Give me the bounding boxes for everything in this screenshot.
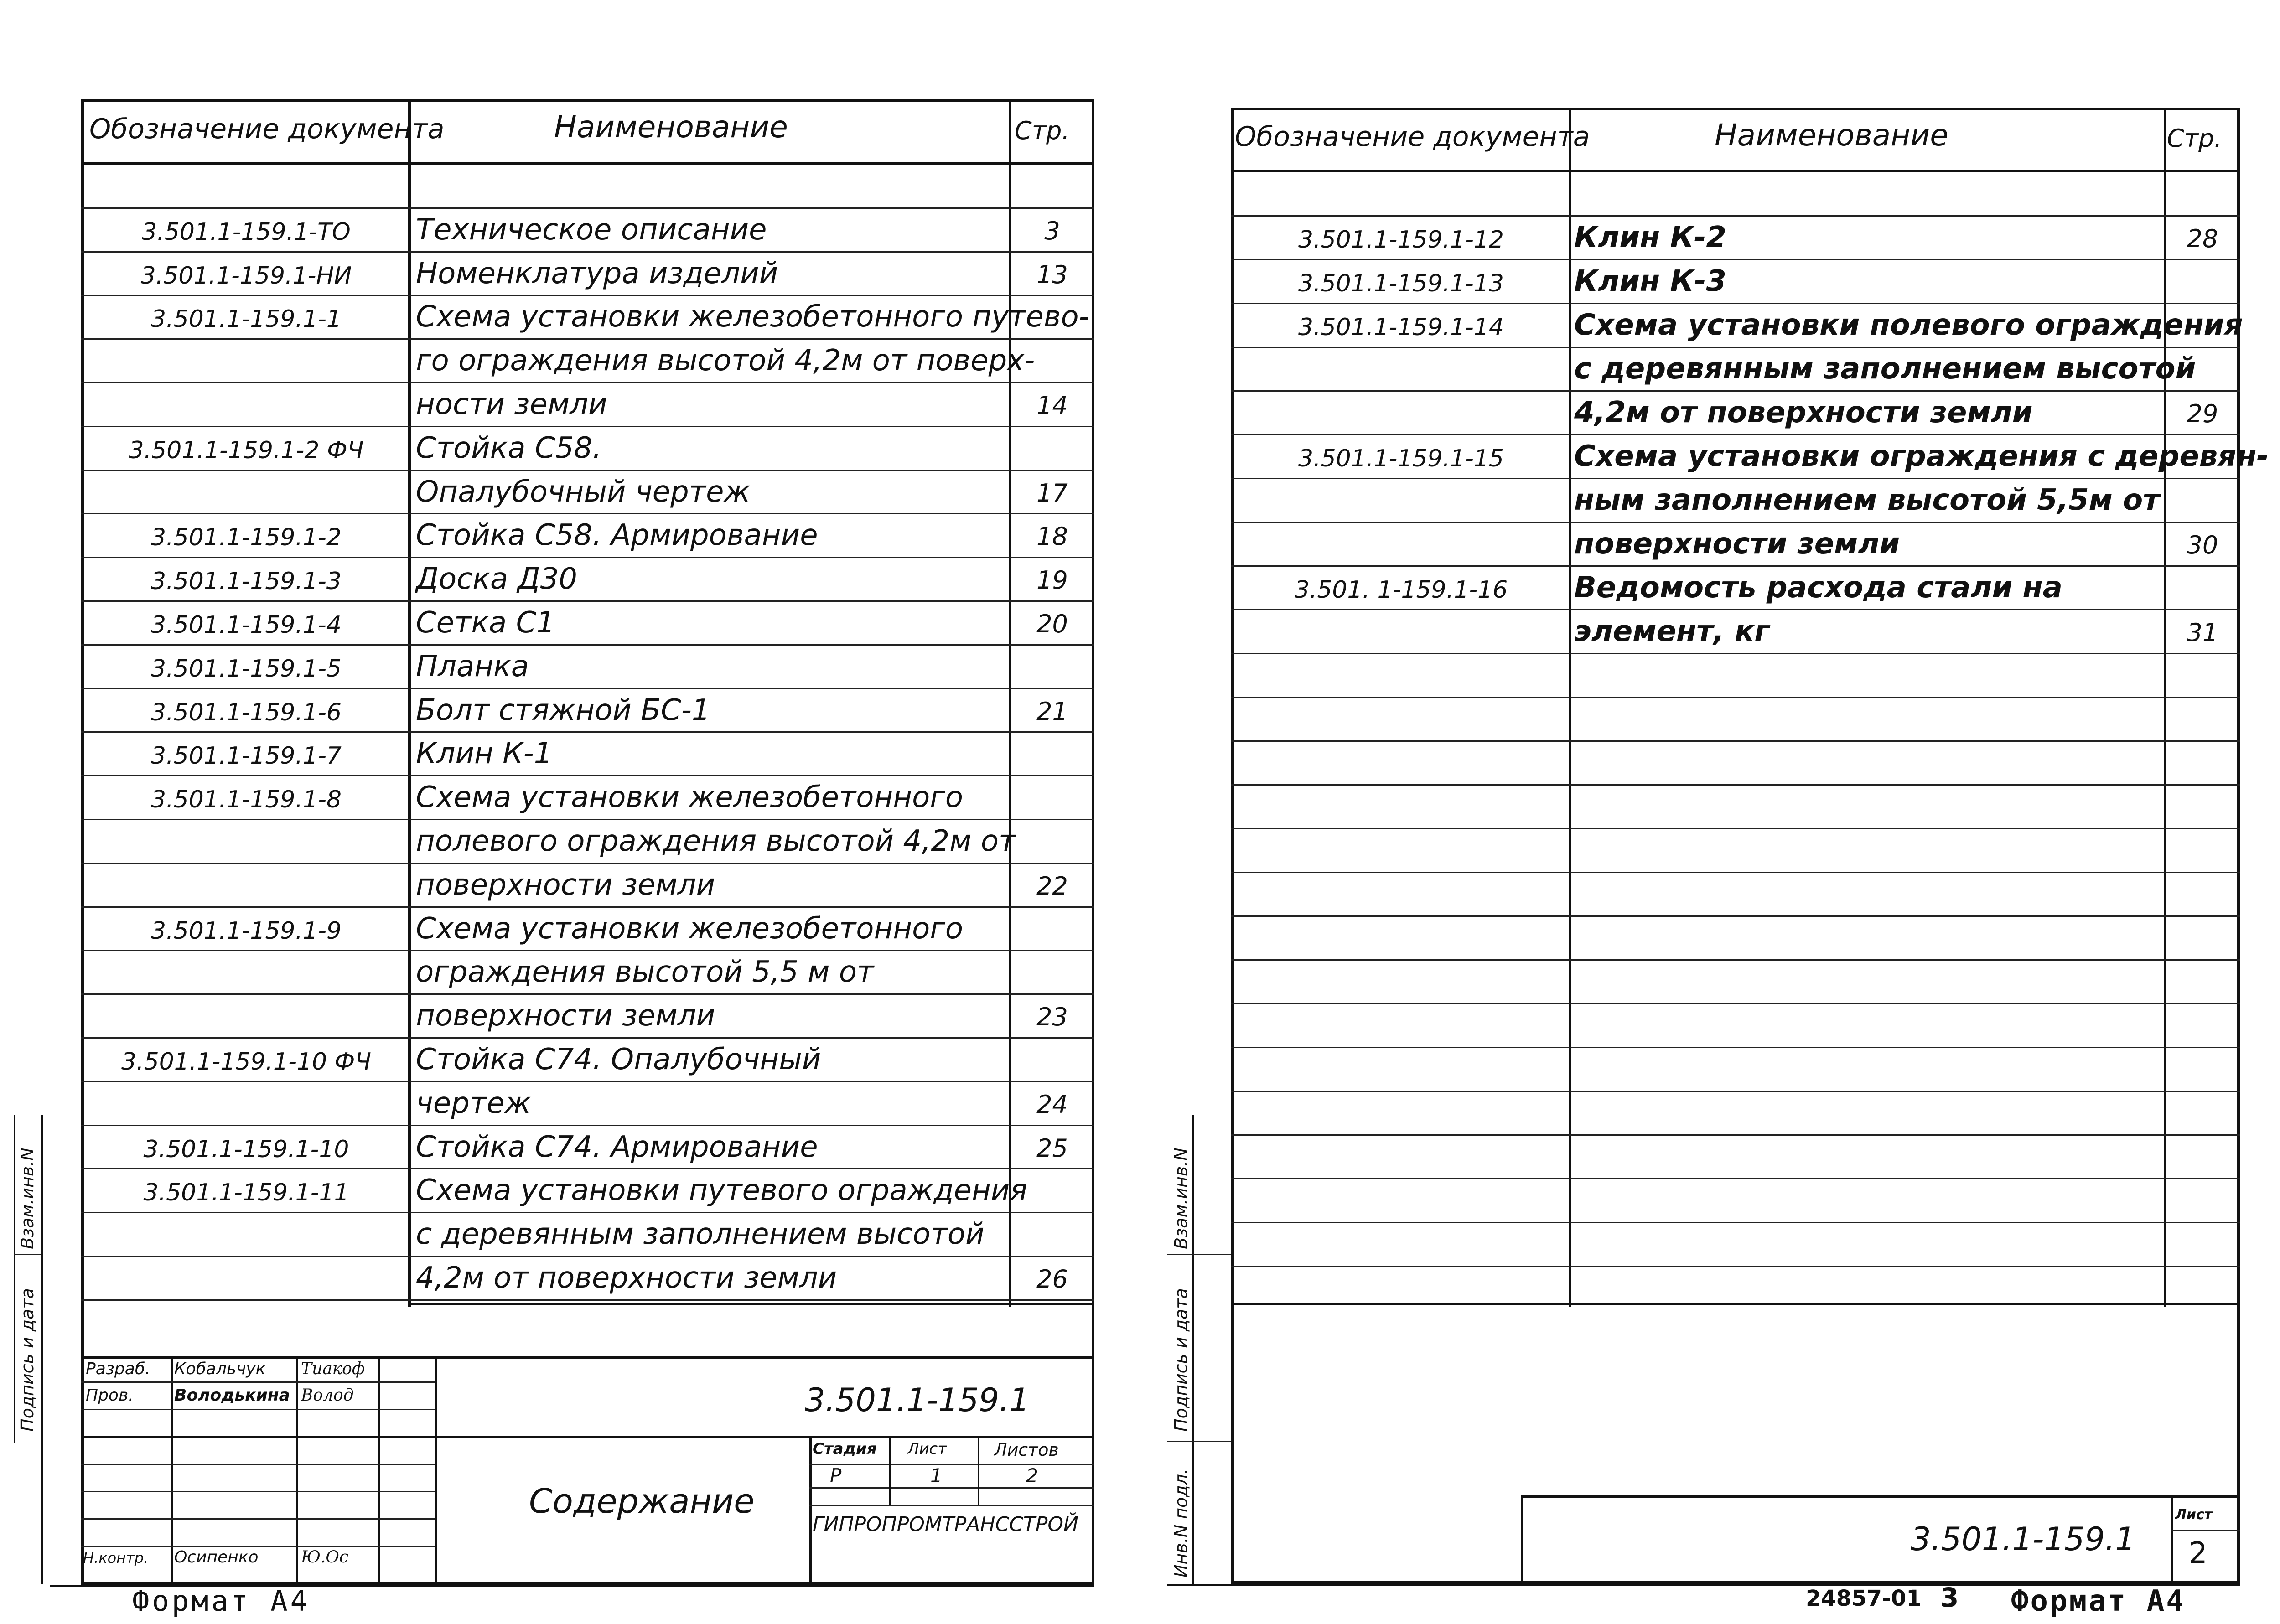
- left-tb-razrab-label: Разраб.: [86, 1360, 150, 1378]
- left-tb-nkontr-name: Осипенко: [174, 1548, 259, 1567]
- row-name: поверхности земли: [416, 999, 715, 1033]
- left-tb-stage-h3: [809, 1505, 1094, 1506]
- table-row-line: [1231, 434, 2240, 435]
- row-name: ности земли: [416, 388, 607, 421]
- left-tb-prov-label: Пров.: [86, 1386, 134, 1405]
- left-tb-sheet-label: Лист: [907, 1440, 947, 1458]
- row-page: 30: [2187, 531, 2218, 559]
- table-row-line: [1231, 1047, 2240, 1048]
- row-code: 3.501.1-159.1-4: [151, 611, 342, 639]
- left-tb-v3: [378, 1356, 380, 1585]
- right-side-label-2: Подпись и дата: [1171, 1288, 1191, 1432]
- row-name: Болт стяжной БС-1: [416, 693, 710, 727]
- right-tb-left: [1521, 1495, 1523, 1584]
- table-row-line: [81, 426, 1094, 427]
- right-footer-number: 24857-01: [1806, 1586, 1922, 1611]
- row-code: 3.501.1-159.1-14: [1298, 314, 1504, 341]
- table-row-line: [1231, 303, 2240, 304]
- table-row-line: [1231, 959, 2240, 961]
- row-code: 3.501.1-159.1-2: [151, 524, 342, 552]
- table-row-line: [81, 295, 1094, 296]
- table-row-line: [81, 600, 1094, 602]
- table-row-line: [1231, 390, 2240, 392]
- row-code: 3.501.1-159.1-НИ: [140, 262, 352, 290]
- right-col-divider-1: [1569, 108, 1571, 1307]
- left-tb-sheet-value: 1: [930, 1464, 943, 1487]
- left-tb-doc-code: 3.501.1-159.1: [805, 1381, 1030, 1419]
- table-row-line: [81, 819, 1094, 820]
- table-row-line: [81, 950, 1094, 951]
- left-tb-sig1: Тиакоф: [301, 1360, 365, 1378]
- left-tb-stage-label: Стадия: [813, 1440, 877, 1458]
- table-row-line: [1231, 784, 2240, 786]
- table-row-line: [1231, 565, 2240, 567]
- table-row-line: [81, 251, 1094, 253]
- right-footer-page: 3: [1940, 1582, 1959, 1613]
- table-row-line: [81, 1168, 1094, 1169]
- row-name: ограждения высотой 5,5 м от: [416, 955, 874, 989]
- row-name: чертеж: [416, 1086, 531, 1120]
- right-col-divider-2: [2164, 108, 2166, 1307]
- row-name: Техническое описание: [416, 212, 767, 247]
- right-header-designation: Обозначение документа: [1235, 121, 1590, 153]
- table-row-line: [1231, 1091, 2240, 1092]
- left-header-name: Наименование: [554, 109, 788, 145]
- left-side-strip-v: [41, 1115, 43, 1584]
- table-row-line: [81, 731, 1094, 733]
- table-row-line: [81, 513, 1094, 514]
- left-tb-stage-h1: [809, 1464, 1094, 1465]
- left-tb-h2: [81, 1409, 435, 1410]
- table-row-line: [1231, 653, 2240, 654]
- row-code: 3.501.1-159.1-6: [151, 698, 342, 726]
- row-name: Схема установки железобетонного путево-: [416, 300, 1089, 334]
- row-name: Схема установки железобетонного: [416, 911, 964, 946]
- left-side-strip-h: [14, 1254, 41, 1255]
- row-name: элемент, кг: [1574, 615, 1770, 648]
- row-name: Сетка С1: [416, 606, 555, 640]
- row-code: 3.501.1-159.1-ТО: [142, 218, 351, 246]
- left-tb-org: ГИПРОПРОМТРАНССТРОЙ: [813, 1513, 1078, 1536]
- table-row-line: [1231, 1134, 2240, 1136]
- left-tb-stage-v1: [889, 1436, 891, 1505]
- left-tb-sig3: Ю.Ос: [301, 1548, 349, 1567]
- row-code: 3.501.1-159.1-12: [1298, 226, 1504, 253]
- table-row-line: [81, 470, 1094, 471]
- right-side-h2: [1167, 1441, 1231, 1442]
- row-name: Схема установки путевого ограждения: [416, 1174, 1027, 1208]
- table-row-line: [1231, 522, 2240, 523]
- table-row-line: [81, 1212, 1094, 1213]
- row-name: Номенклатура изделий: [416, 256, 778, 290]
- left-tb-title: Содержание: [529, 1482, 755, 1521]
- row-name: Стойка С58. Армирование: [416, 518, 818, 553]
- left-format-label: Формат А4: [132, 1584, 310, 1618]
- row-name: го ограждения высотой 4,2м от поверх-: [416, 344, 1035, 378]
- left-side-strip-v2: [14, 1115, 15, 1443]
- row-code: 3.501. 1-159.1-16: [1294, 576, 1508, 604]
- row-name: Опалубочный чертеж: [416, 475, 751, 509]
- table-row-line: [1231, 1266, 2240, 1267]
- left-header-divider: [81, 162, 1094, 165]
- left-tb-h7: [81, 1546, 435, 1547]
- right-header-divider: [1231, 170, 2240, 172]
- row-name: Стойка С58.: [416, 431, 602, 465]
- right-tb-sheet-value: 2: [2189, 1536, 2207, 1570]
- table-row-line: [1231, 1178, 2240, 1179]
- left-side-label-2: Подпись и дата: [17, 1288, 37, 1432]
- row-code: 3.501.1-159.1-13: [1298, 270, 1504, 297]
- table-row-line: [81, 1256, 1094, 1257]
- left-tb-sig2: Волод: [301, 1386, 354, 1405]
- row-name: Ведомость расхода стали на: [1574, 571, 2062, 605]
- right-format-label: Формат А4: [2011, 1584, 2186, 1618]
- row-page: 26: [1036, 1265, 1068, 1293]
- table-row-line: [81, 688, 1094, 689]
- left-tb-h3: [81, 1436, 1094, 1438]
- right-tb-sheet-h: [2171, 1530, 2240, 1531]
- left-tb-h6: [81, 1518, 435, 1520]
- left-tb-v2: [296, 1356, 298, 1585]
- row-page: 17: [1036, 478, 1068, 507]
- row-page: 24: [1036, 1090, 1068, 1119]
- row-code: 3.501.1-159.1-2 ФЧ: [129, 436, 364, 464]
- left-tb-sheets-value: 2: [1026, 1464, 1038, 1487]
- table-row-line: [1231, 740, 2240, 742]
- right-side-strip-v: [1192, 1115, 1194, 1584]
- row-page: 28: [2187, 224, 2218, 253]
- left-tb-h5: [81, 1491, 435, 1492]
- row-code: 3.501.1-159.1-1: [151, 305, 342, 333]
- row-page: 13: [1036, 260, 1068, 289]
- table-row-line: [81, 775, 1094, 776]
- right-tb-doc-code: 3.501.1-159.1: [1911, 1521, 2135, 1558]
- table-row-line: [1231, 1222, 2240, 1223]
- right-side-h1: [1167, 1254, 1231, 1255]
- row-name: Клин К-3: [1574, 264, 1726, 298]
- table-row-line: [81, 1037, 1094, 1039]
- left-tb-v1: [171, 1356, 173, 1585]
- table-row-line: [1231, 215, 2240, 217]
- left-tb-top: [81, 1356, 1094, 1359]
- row-name: Клин К-1: [416, 737, 553, 771]
- left-header-page: Стр.: [1015, 116, 1070, 145]
- table-row-line: [81, 382, 1094, 383]
- left-tb-nkontr-label: Н.контр.: [83, 1549, 149, 1567]
- row-code: 3.501.1-159.1-11: [143, 1179, 349, 1207]
- row-page: 31: [2187, 618, 2218, 647]
- right-header-page: Стр.: [2167, 124, 2222, 153]
- table-row-line: [1231, 1003, 2240, 1004]
- left-tb-razrab-name: Кобальчук: [174, 1360, 266, 1378]
- right-tb-sheet-left: [2171, 1495, 2173, 1584]
- table-row-line: [81, 993, 1094, 995]
- left-tb-stage-v2: [978, 1436, 979, 1505]
- row-name: Схема установки железобетонного: [416, 781, 964, 815]
- table-row-line: [81, 1299, 1094, 1301]
- row-page: 23: [1036, 1003, 1068, 1032]
- table-row-line: [1231, 259, 2240, 260]
- row-name: Доска Д30: [416, 562, 577, 596]
- row-page: 19: [1036, 566, 1068, 595]
- row-code: 3.501.1-159.1-10: [143, 1135, 349, 1163]
- row-name: Стойка С74. Опалубочный: [416, 1043, 821, 1076]
- table-row-line: [1231, 347, 2240, 348]
- row-code: 3.501.1-159.1-15: [1298, 445, 1504, 472]
- left-header-designation: Обозначение документа: [89, 113, 445, 145]
- left-tb-h1: [81, 1381, 435, 1383]
- row-page: 29: [2187, 399, 2218, 428]
- right-tb-top: [1521, 1495, 2240, 1498]
- table-row-line: [81, 207, 1094, 209]
- right-side-label-3: Инв.N подл.: [1171, 1469, 1191, 1577]
- right-header-name: Наименование: [1715, 118, 1948, 153]
- table-row-line: [1231, 609, 2240, 610]
- left-tb-h4: [81, 1464, 435, 1465]
- row-page: 21: [1036, 697, 1068, 726]
- row-code: 3.501.1-159.1-5: [151, 655, 342, 683]
- left-tb-sheets-label: Листов: [994, 1440, 1059, 1460]
- row-name: Схема установки ограждения с деревян-: [1574, 440, 2269, 473]
- right-table-bottom: [1231, 1303, 2240, 1305]
- table-row-line: [1231, 697, 2240, 698]
- right-side-label-1: Взам.инв.N: [1171, 1148, 1191, 1249]
- table-row-line: [1231, 872, 2240, 873]
- table-row-line: [1231, 478, 2240, 479]
- row-name: 4,2м от поверхности земли: [1574, 396, 2033, 429]
- left-side-label-1: Взам.инв.N: [17, 1148, 37, 1249]
- row-name: Клин К-2: [1574, 221, 1726, 254]
- row-name: с деревянным заполнением высотой: [416, 1217, 985, 1252]
- row-name: поверхности земли: [1574, 527, 1900, 561]
- row-code: 3.501.1-159.1-7: [151, 742, 342, 770]
- left-tb-v4: [435, 1356, 437, 1585]
- row-name: Стойка С74. Армирование: [416, 1130, 818, 1164]
- right-tb-sheet-label: Лист: [2175, 1507, 2213, 1523]
- table-row-line: [81, 1125, 1094, 1126]
- row-name: с деревянным заполнением высотой: [1574, 352, 2196, 386]
- table-row-line: [81, 906, 1094, 908]
- row-name: ным заполнением высотой 5,5м от: [1574, 483, 2160, 517]
- row-code: 3.501.1-159.1-10 ФЧ: [121, 1048, 371, 1076]
- table-row-line: [1231, 828, 2240, 829]
- table-row-line: [81, 863, 1094, 864]
- row-name: полевого ограждения высотой 4,2м от: [416, 824, 1016, 858]
- row-code: 3.501.1-159.1-3: [151, 568, 342, 595]
- left-tb-stage-left: [809, 1436, 812, 1585]
- table-row-line: [81, 1081, 1094, 1082]
- table-row-line: [81, 644, 1094, 646]
- row-page: 22: [1036, 871, 1068, 900]
- table-row-line: [81, 338, 1094, 340]
- row-name: 4,2м от поверхности земли: [416, 1261, 837, 1295]
- table-row-line: [81, 557, 1094, 558]
- row-name: Планка: [416, 649, 529, 683]
- row-page: 14: [1036, 391, 1068, 420]
- row-page: 3: [1044, 216, 1060, 245]
- left-table-bottom: [408, 1303, 1094, 1305]
- left-tb-stage-value: Р: [830, 1464, 842, 1487]
- row-page: 20: [1036, 610, 1068, 638]
- row-code: 3.501.1-159.1-8: [151, 786, 342, 814]
- row-code: 3.501.1-159.1-9: [151, 917, 342, 945]
- row-name: поверхности земли: [416, 868, 715, 902]
- table-row-line: [1231, 915, 2240, 917]
- row-name: Схема установки полевого ограждения: [1574, 308, 2243, 342]
- row-page: 25: [1036, 1133, 1068, 1163]
- left-tb-prov-name: Володькина: [174, 1386, 290, 1405]
- row-page: 18: [1036, 522, 1068, 551]
- left-tb-stage-h2: [809, 1487, 1094, 1489]
